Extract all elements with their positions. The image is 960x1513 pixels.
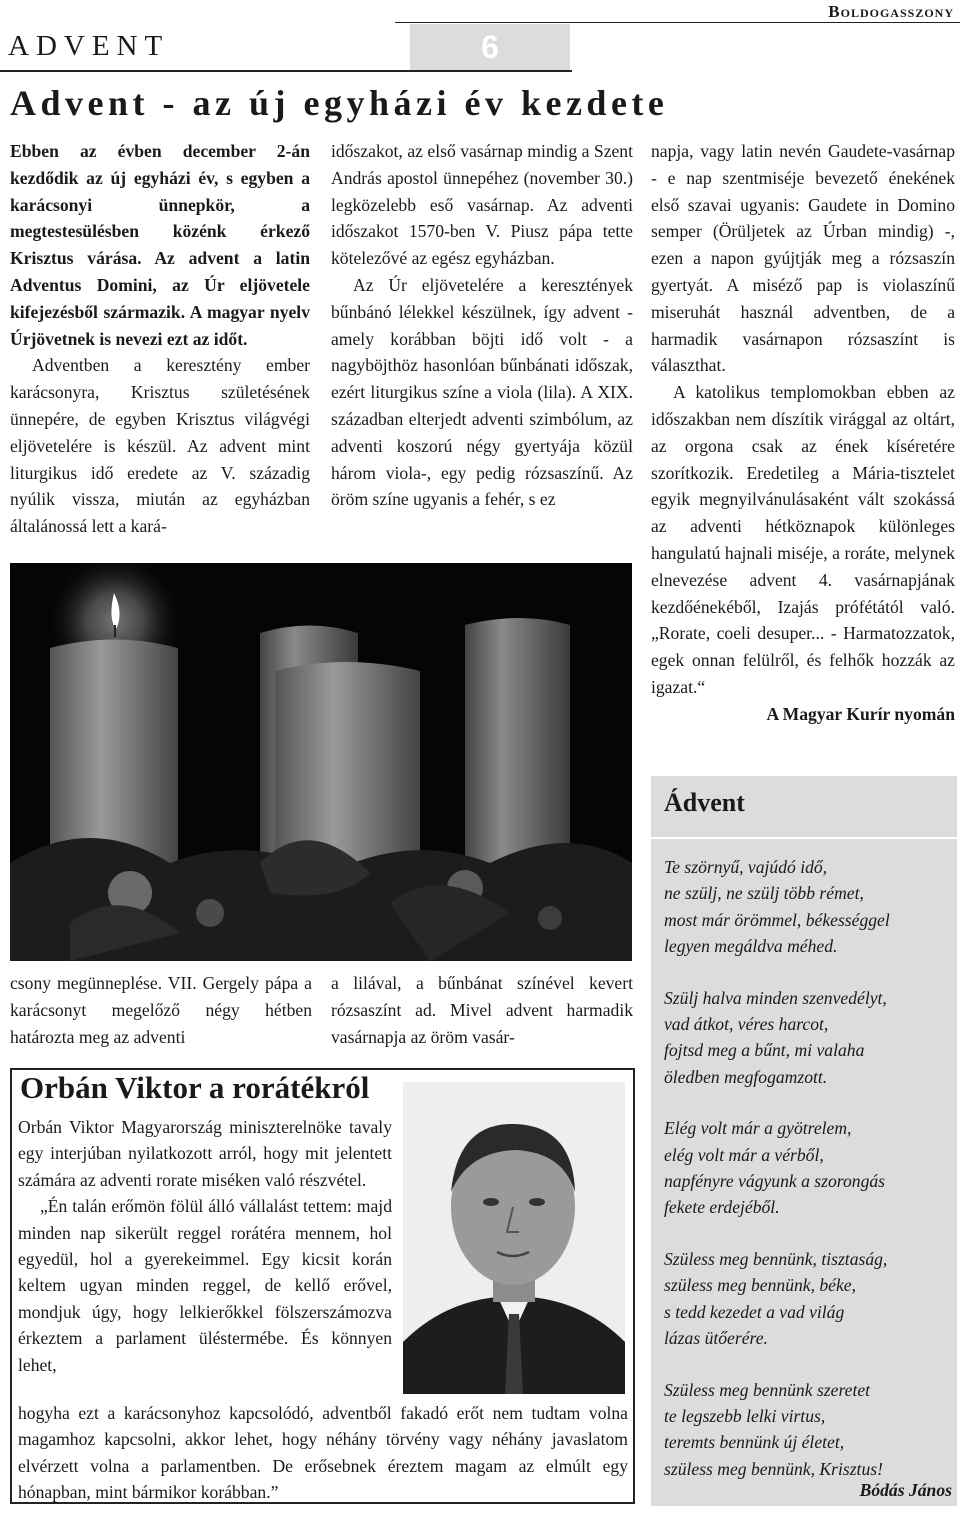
article-source: A Magyar Kurír nyomán: [766, 703, 955, 724]
poem-line: Te szörnyű, vajúdó idő,: [664, 857, 828, 877]
article-paragraph: csony megünneplése. VII. Gergely pápa a karácsonyt megelőző négy hétben határozta meg az adventi: [10, 973, 312, 1047]
poem-body: [664, 854, 954, 1507]
article-column-2: [331, 138, 633, 513]
poem-line: legyen megáldva méhed.: [664, 936, 838, 957]
article-paragraph: A katolikus templomokban ebben az időszakban nem díszítik virággal az oltárt, az orgona csak az ének kíséretére szorítkozik. Eredetileg a Mária-tisztelet egyik megnyilvánulásaként vált szokássá az adventi hétköznapok különleges hangulatú hajnali miséje, a roráte, melynek elnevezése advent 4. vasárnapjának kezdőénekéből, Izajás prófétától való. „Rorate, coeli desuper... - Harmatozzatok, egek onnan felülről, és felhők hozzák az igazat.“: [651, 382, 955, 697]
article-paragraph: Adventben a keresztény ember karácsonyra, Krisztus születésének ünnepére, de egyben Krisztus világvégi eljövetelére is készül. Az advent mint liturgikus idő eredete az V. századig nyúlik vissza, miután az egyházban általánossá lett a kará-: [10, 355, 310, 537]
poem-title: Ádvent: [664, 788, 745, 817]
poem-author: Bódás János: [859, 1480, 952, 1500]
orban-quote: „Én talán erőmön fölül álló vállalást tettem: majd minden nap sikerült reggel rorátéra mennem, hol egyedül, hol a gyerekeimmel. Egy kicsit korán keltem ugyan minden reggel, de kellő erővel, mondjuk úgy, hogy lelkierőkkel fölszerszámozva érkeztem a parlament üléstermébe. És könnyen lehet,: [18, 1196, 392, 1375]
orban-text: [18, 1114, 392, 1378]
article-column-1-continued: [10, 970, 312, 1050]
poem-stanza: [664, 1115, 954, 1221]
header-rule-top: [395, 22, 960, 23]
poem-line: s tedd kezedet a vad világ: [664, 1301, 845, 1322]
portrait-photo: [403, 1082, 625, 1394]
poem-line: teremts bennünk új életet,: [664, 1432, 845, 1453]
poem-stanza: [664, 1246, 954, 1352]
poem-line: Elég volt már a gyötrelem,: [664, 1118, 852, 1139]
orban-quote-continued: hogyha ezt a karácsonyhoz kapcsolódó, adventből fakadó erőt nem tudtam volna magamhoz kapcsolni, akkor lehet, hogy néhány törvény vagy néhány javaslatom elvérzett volna a parlamentben. De erősebnek éreztem magam az elmúlt egy hónapban, mint bármikor korábban.”: [18, 1403, 628, 1503]
article-column-1: [10, 138, 310, 540]
header-rule: [0, 70, 572, 72]
article-lead: Ebben az évben december 2-án kezdődik az új egyházi év, s egyben a karácsonyi ünnepkör, a megtestesülésben közénk érkező Krisztus várása. Az advent a latin Adventus Domini, az Úr eljövetele kifejezésből származik. A magyar nyelv Úrjövetnek is nevezi ezt az időt.: [10, 141, 310, 349]
poem-line: szüless meg bennünk, Krisztus!: [664, 1458, 883, 1479]
poem-line: Szüless meg bennünk, tisztaság,: [664, 1248, 888, 1269]
poem-line: ne szülj, ne szülj több rémet,: [664, 883, 864, 904]
poem-line: vad átkot, véres harcot,: [664, 1014, 829, 1035]
poem-stanza: [664, 1377, 954, 1483]
article-paragraph: a lilával, a bűnbánat színével kevert rózsaszínt ad. Mivel advent harmadik vasárnapja az öröm vasár-: [331, 973, 633, 1047]
poem-line: Szüless meg bennünk szeretet: [664, 1379, 871, 1400]
article-column-3: [651, 138, 955, 728]
orban-paragraph: Orbán Viktor Magyarország miniszterelnöke tavaly egy interjúban nyilatkozott arról, hogy mit jelentett számára az adventi rorate miséken való részvétel.: [18, 1117, 392, 1190]
poem-line: napfényre vágyunk a szorongás: [664, 1171, 886, 1192]
poem-stanza: [664, 985, 954, 1091]
publication-name: Boldogasszony: [828, 2, 954, 21]
poem-line: szüless meg bennünk, béke,: [664, 1275, 857, 1296]
poem-line: elég volt már a vérből,: [664, 1144, 824, 1165]
orban-title: Orbán Viktor a rorátékról: [20, 1070, 370, 1105]
candles-illustration: [10, 563, 632, 961]
poem-line: fojtsd meg a bűnt, mi valaha: [664, 1040, 865, 1061]
article-paragraph: Az Úr eljövetelére a keresztények bűnbánó lélekkel készülnek, így advent - amely korábban böjti idő volt - a nagyböjthöz hasonlóan bűnbánati időszak, ezért liturgikus színe a viola (lila). A XIX. században elterjedt adventi szimbólum, az adventi koszorú négy gyertyája közül három viola-, egy pedig rózsaszínű. Az öröm színe ugyanis a fehér, s ez: [331, 274, 633, 510]
poem-line: most már örömmel, békességgel: [664, 909, 890, 930]
advent-candles-photo: [10, 563, 632, 961]
poem-line: te legszebb lelki virtus,: [664, 1405, 826, 1426]
section-label: ADVENT: [8, 30, 170, 62]
poem-line: Szülj halva minden szenvedélyt,: [664, 987, 887, 1008]
article-paragraph: időszakot, az első vasárnap mindig a Szent András apostol ünnepéhez (november 30.) legközelebb eső vasárnap. Az adventi időszakot 1570-ben V. Piusz pápa tette kötelezővé az egész egyházban.: [331, 141, 633, 269]
portrait-illustration: [403, 1082, 625, 1394]
poem-line: lázas ütőerére.: [664, 1328, 768, 1349]
article-paragraph: napja, vagy latin nevén Gaudete-vasárnap - e nap szentmiséje bevezető énekének első szavai ugyanis: Gaudete in Domino semper (Örüljetek az Úrban mindig) -, ezen a napon gyújtják meg a rózsaszín gyertyát. A miséző pap is violaszínű miseruhát használ adventben, de a harmadik vasárnapon rózsaszínt is választhat.: [651, 141, 955, 376]
poem-stanza: [664, 854, 954, 960]
poem-title-divider: [651, 837, 957, 839]
poem-line: fekete erdejéből.: [664, 1197, 780, 1218]
page-number: 6: [410, 24, 570, 70]
poem-line: öledben megfogamzott.: [664, 1066, 828, 1087]
article-column-2-continued: [331, 970, 633, 1050]
article-title: Advent - az új egyházi év kezdete: [10, 83, 669, 123]
